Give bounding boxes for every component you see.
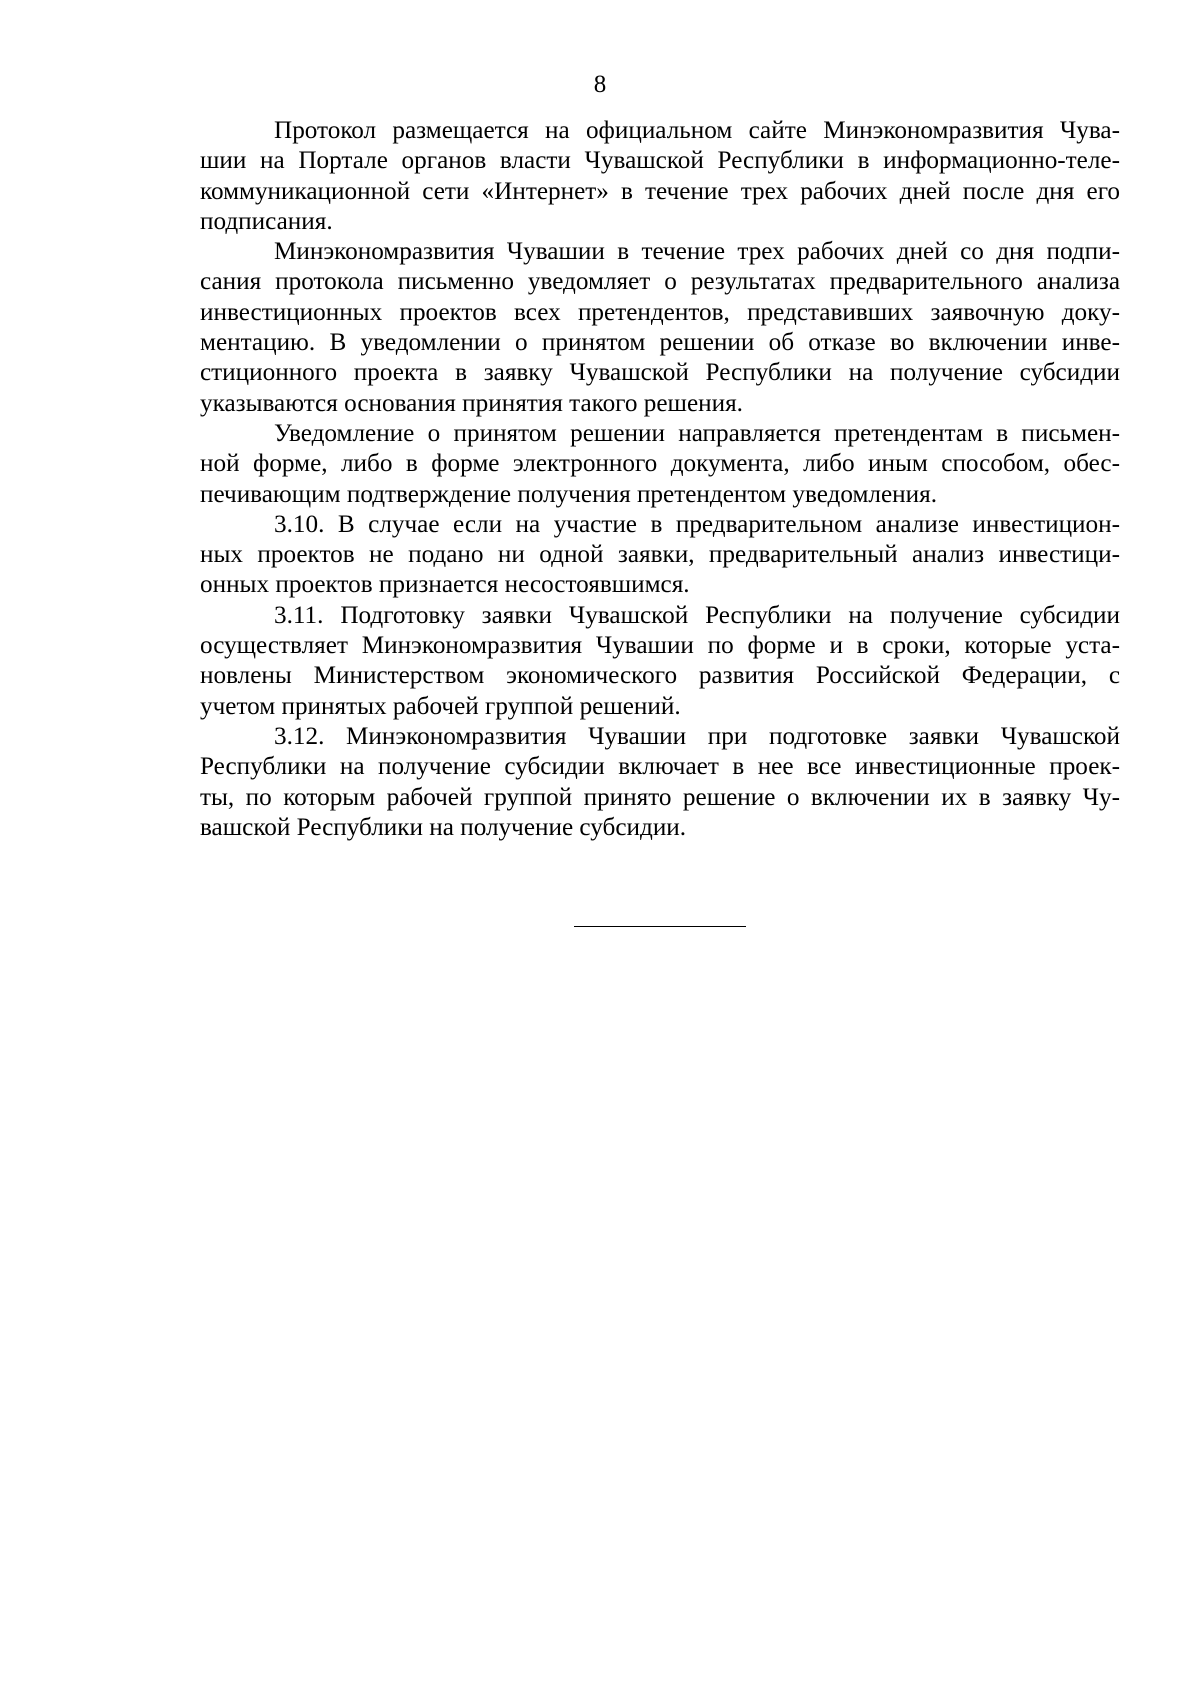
text-line: коммуникационной сети «Интернет» в течение трех рабочих дней после дня его: [200, 177, 1120, 205]
document-body: [200, 116, 1120, 843]
text-line: подписания.: [200, 207, 333, 235]
text-line: ной форме, либо в форме электронного документа, либо иным способом, обес-: [200, 450, 1120, 478]
page-number: 8: [593, 71, 607, 98]
text-line: указываются основания принятия такого решения.: [200, 389, 743, 417]
text-line: Республики на получение субсидии включает в нее все инвестиционные проек-: [200, 753, 1120, 781]
paragraph-3-11: [200, 601, 1120, 722]
text-line: шии на Портале органов власти Чувашской Республики в информационно-теле-: [200, 147, 1120, 175]
text-line: учетом принятых рабочей группой решений.: [200, 692, 681, 720]
text-line: 3.12. Минэкономразвития Чувашии при подготовке заявки Чувашской: [274, 722, 1120, 750]
text-line: печивающим подтверждение получения претендентом уведомления.: [200, 480, 938, 508]
paragraph-notification-form: [200, 419, 1120, 510]
text-line: Протокол размещается на официальном сайте Минэкономразвития Чува-: [274, 117, 1120, 144]
paragraph-notification-results: [200, 237, 1120, 419]
paragraph-3-12: [200, 722, 1120, 843]
text-line: вашской Республики на получение субсидии.: [200, 813, 687, 841]
text-line: 3.10. В случае если на участие в предварительном анализе инвестицион-: [274, 510, 1120, 538]
text-line: Минэкономразвития Чувашии в течение трех рабочих дней со дня подпи-: [274, 238, 1120, 266]
text-line: Уведомление о принятом решении направляется претендентам в письмен-: [274, 419, 1120, 447]
text-line: сания протокола письменно уведомляет о результатах предварительного анализа: [200, 268, 1120, 296]
text-line: ментацию. В уведомлении о принятом решении об отказе во включении инве-: [200, 329, 1120, 357]
text-line: стиционного проекта в заявку Чувашской Республики на получение субсидии: [200, 359, 1120, 387]
text-line: новлены Министерством экономического развития Российской Федерации, с: [200, 662, 1120, 690]
text-line: ных проектов не подано ни одной заявки, предварительный анализ инвестици-: [200, 541, 1120, 569]
text-line: онных проектов признается несостоявшимся.: [200, 571, 690, 599]
text-line: 3.11. Подготовку заявки Чувашской Республики на получение субсидии: [274, 601, 1120, 629]
text-line: инвестиционных проектов всех претендентов, представивших заявочную доку-: [200, 298, 1120, 326]
text-line: ты, по которым рабочей группой принято решение о включении их в заявку Чу-: [200, 783, 1120, 811]
end-separator-line: [574, 926, 746, 927]
text-line: осуществляет Минэкономразвития Чувашии по форме и в сроки, которые уста-: [200, 632, 1120, 660]
paragraph-protocol-publication: [200, 116, 1120, 237]
paragraph-3-10: [200, 510, 1120, 601]
